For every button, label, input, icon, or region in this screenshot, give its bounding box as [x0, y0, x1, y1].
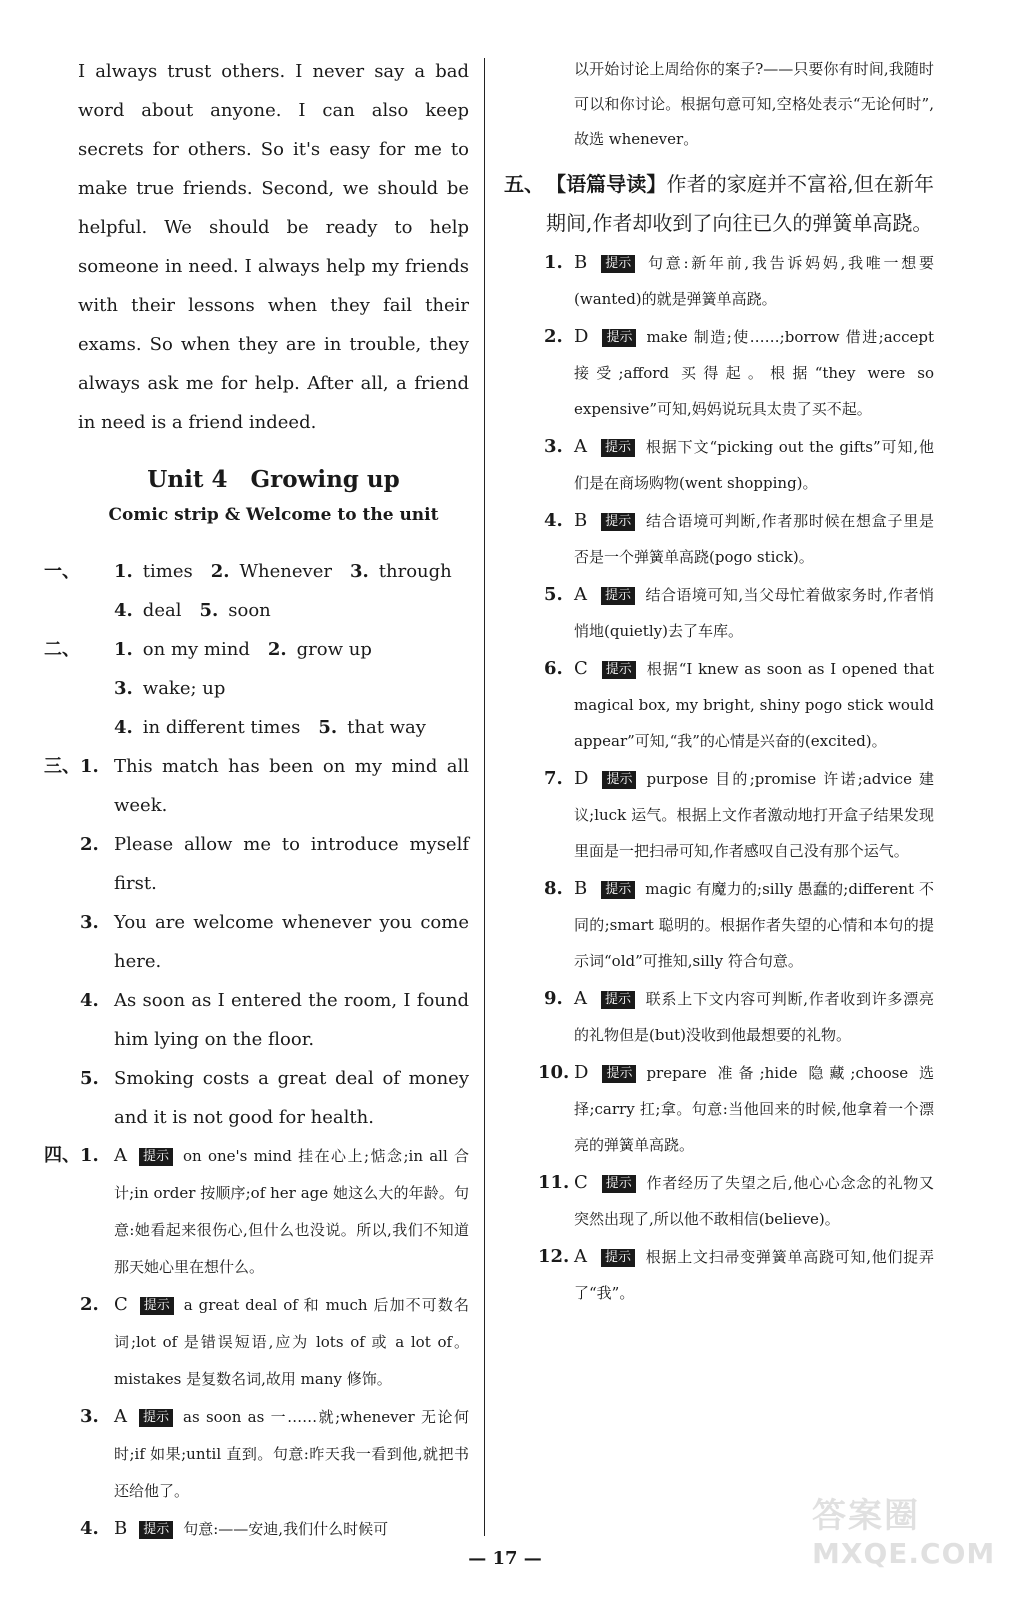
choice-item	[504, 503, 934, 575]
item-number: 8.	[544, 878, 563, 899]
item-number: 4.	[114, 717, 133, 738]
item-number: 12.	[538, 1246, 570, 1267]
hint-badge: 提示	[602, 1065, 636, 1083]
sentence-text: Please allow me to introduce myself first.	[114, 834, 469, 894]
explanation-text: on one's mind 挂在心上;惦念;in all 合计;in order 按顺序;of her age 她这么大的年龄。句意:她看起来很伤心,但什么也没说。所以,我们不知道那天她心里在想什么。	[114, 1147, 469, 1276]
explanation-text: 根据“I knew as soon as I opened that magical box, my bright, shiny pogo stick would appear”可知,“我”的心情是兴奋的(excited)。	[574, 660, 934, 750]
hint-badge: 提示	[139, 1409, 173, 1427]
hint-badge: 提示	[139, 1148, 173, 1166]
section-3	[44, 747, 469, 1137]
unit-subtitle: Comic strip & Welcome to the unit	[108, 505, 439, 525]
item-number: 4.	[80, 990, 99, 1011]
explanation-text: 根据下文“picking out the gifts”可知,他们是在商场购物(went shopping)。	[574, 438, 934, 492]
item-number: 5.	[318, 717, 338, 738]
answer-text: deal	[142, 600, 182, 621]
explanation-text: magic 有魔力的;silly 愚蠢的;different 不同的;smart 聪明的。根据作者失望的心情和本句的提示词“old”可推知,silly 符合句意。	[574, 880, 934, 970]
explanation-text: prepare 准备;hide 隐藏;choose 选择;carry 扛;拿。句意:当他回来的时候,他拿着一个漂亮的弹簧单高跷。	[574, 1064, 934, 1154]
column-divider	[484, 58, 485, 1536]
item-number: 2.	[210, 561, 230, 582]
answer-text: through	[378, 561, 452, 582]
choice-item	[44, 1510, 469, 1548]
right-column	[504, 52, 934, 1311]
choice-item	[504, 651, 934, 759]
answer-text: soon	[228, 600, 271, 621]
explanation-text: 作者经历了失望之后,他心心念念的礼物又突然出现了,所以他不敢相信(believe)。	[574, 1174, 934, 1228]
hint-badge: 提示	[601, 255, 635, 273]
hint-badge: 提示	[601, 439, 635, 457]
answer-text: in different times	[142, 717, 301, 738]
site-watermark	[812, 1488, 996, 1588]
hint-badge: 提示	[601, 587, 635, 605]
explanation-text: 句意:——安迪,我们什么时候可	[183, 1520, 389, 1538]
reading-guide-text: 作者的家庭并不富裕,但在新年期间,作者却收到了向往已久的弹簧单高跷。	[546, 172, 935, 235]
hint-badge: 提示	[602, 771, 636, 789]
item-number: 1.	[80, 756, 99, 777]
explanation-text: 结合语境可判断,作者那时候在想盒子里是否是一个弹簧单高跷(pogo stick)。	[574, 512, 934, 566]
unit-title: Unit 4 Growing up	[147, 466, 400, 493]
explanation-text: make 制造;使……;borrow 借进;accept 接受;afford 买得起。根据“they were so expensive”可知,妈妈说玩具太贵了买不起。	[574, 328, 934, 418]
item-number: 11.	[538, 1172, 570, 1193]
item-number: 5.	[80, 1068, 99, 1089]
sentence-text: You are welcome whenever you come here.	[114, 912, 469, 972]
sentence-text: This match has been on my mind all week.	[114, 756, 469, 816]
section-label: 二、	[44, 639, 80, 660]
sentence-text: As soon as I entered the room, I found him lying on the floor.	[114, 990, 469, 1050]
item-number: 3.	[349, 561, 369, 582]
item-number: 2.	[544, 326, 563, 347]
answer-letter: A	[574, 1246, 587, 1267]
section-5-answers	[504, 245, 934, 1311]
item-number: 2.	[267, 639, 287, 660]
sentence-item	[44, 825, 469, 903]
answer-row	[44, 591, 469, 630]
item-number: 4.	[80, 1518, 99, 1539]
hint-badge: 提示	[602, 661, 636, 679]
answer-text: wake; up	[142, 678, 226, 699]
hint-badge: 提示	[602, 1175, 636, 1193]
sentence-item	[44, 747, 469, 825]
choice-item	[504, 1239, 934, 1311]
left-column	[44, 52, 469, 1548]
answer-letter: B	[114, 1518, 128, 1539]
choice-item	[504, 1055, 934, 1163]
passage-paragraph: I always trust others. I never say a bad word about anyone. I can also keep secrets for others. So it's easy for me to make true friends. Second, we should be helpful. We should be ready to help someone in need. I always help my friends with their lessons when they fail their exams. So when they are in trouble, they always ask me for help. After all, a friend in need is a friend indeed.	[78, 61, 469, 433]
choice-item	[504, 319, 934, 427]
hint-badge: 提示	[601, 881, 635, 899]
item-number: 3.	[114, 678, 133, 699]
hint-badge: 提示	[602, 329, 636, 347]
answer-text: that way	[347, 717, 426, 738]
section-2	[44, 630, 469, 747]
choice-item	[504, 1165, 934, 1237]
item-number: 1.	[114, 639, 133, 660]
sentence-item	[44, 1059, 469, 1137]
answer-letter: D	[574, 326, 589, 347]
choice-item	[504, 245, 934, 317]
watermark-url: MXQE.COM	[812, 1537, 996, 1570]
answer-letter: A	[114, 1406, 127, 1427]
explanation-text: 联系上下文内容可判断,作者收到许多漂亮的礼物但是(but)没收到他最想要的礼物。	[574, 990, 934, 1044]
item-number: 1.	[114, 561, 133, 582]
item-number: 4.	[114, 600, 133, 621]
answer-letter: C	[574, 658, 588, 679]
answer-letter: D	[574, 1062, 589, 1083]
item-number: 6.	[544, 658, 563, 679]
explanation-text: 结合语境可知,当父母忙着做家务时,作者悄悄地(quietly)去了车库。	[574, 586, 934, 640]
hint-badge: 提示	[601, 991, 635, 1009]
item-number: 3.	[544, 436, 563, 457]
section-5-intro	[504, 165, 934, 243]
answer-letter: A	[114, 1145, 127, 1166]
page-number: — 17 —	[468, 1548, 542, 1569]
choice-item	[44, 1286, 469, 1398]
item-number: 4.	[544, 510, 563, 531]
item-number: 1.	[544, 252, 563, 273]
item-number: 5.	[544, 584, 563, 605]
item-number: 3.	[80, 1406, 99, 1427]
answer-letter: B	[574, 510, 588, 531]
choice-item	[504, 761, 934, 869]
sentence-item	[44, 981, 469, 1059]
choice-item	[44, 1137, 469, 1286]
choice-item	[44, 1398, 469, 1510]
item-number: 3.	[80, 912, 99, 933]
answer-letter: B	[574, 252, 588, 273]
answer-text: Whenever	[239, 561, 332, 582]
answer-text: on my mind	[142, 639, 250, 660]
reading-guide-tag: 【语篇导读】	[546, 172, 667, 196]
choice-item	[504, 871, 934, 979]
hint-badge: 提示	[140, 1297, 174, 1315]
section-4	[44, 1137, 469, 1548]
answer-letter: A	[574, 584, 587, 605]
answer-letter: A	[574, 988, 587, 1009]
item-number: 9.	[544, 988, 563, 1009]
explanation-text: 根据上文扫帚变弹簧单高跷可知,他们捉弄了“我”。	[574, 1248, 934, 1302]
choice-item	[504, 577, 934, 649]
section-label: 三、	[44, 756, 80, 777]
section-label: 一、	[44, 561, 80, 582]
hint-badge: 提示	[601, 1249, 635, 1267]
answer-letter: C	[114, 1294, 128, 1315]
continued-explanation: 以开始讨论上周给你的案子?——只要你有时间,我随时可以和你讨论。根据句意可知,空格处表示“无论何时”,故选 whenever。	[574, 60, 934, 148]
answer-row	[44, 708, 469, 747]
item-number: 2.	[80, 1294, 99, 1315]
item-number: 10.	[538, 1062, 570, 1083]
answer-row	[44, 552, 469, 591]
answer-letter: C	[574, 1172, 588, 1193]
explanation-text: as soon as 一……就;whenever 无论何时;if 如果;until 直到。句意:昨天我一看到他,就把书还给他了。	[114, 1408, 469, 1500]
section-1	[44, 552, 469, 630]
section-label: 五、	[504, 172, 544, 196]
choice-item	[504, 429, 934, 501]
sentence-item	[44, 903, 469, 981]
item-number: 2.	[80, 834, 99, 855]
item-number: 1.	[80, 1145, 99, 1166]
explanation-text: purpose 目的;promise 许诺;advice 建议;luck 运气。根据上文作者激动地打开盒子结果发现里面是一把扫帚可知,作者感叹自己没有那个运气。	[574, 770, 934, 860]
answer-text: times	[142, 561, 193, 582]
hint-badge: 提示	[601, 513, 635, 531]
sentence-text: Smoking costs a great deal of money and it is not good for health.	[114, 1068, 469, 1128]
choice-item	[504, 981, 934, 1053]
answer-letter: A	[574, 436, 587, 457]
watermark-logo-text: 答案圈	[812, 1496, 920, 1536]
hint-badge: 提示	[139, 1521, 173, 1539]
answer-text: grow up	[296, 639, 372, 660]
explanation-text: 句意:新年前,我告诉妈妈,我唯一想要(wanted)的就是弹簧单高跷。	[574, 254, 934, 308]
answer-letter: D	[574, 768, 589, 789]
answer-row	[44, 630, 469, 708]
item-number: 7.	[544, 768, 563, 789]
answer-letter: B	[574, 878, 588, 899]
item-number: 5.	[199, 600, 219, 621]
explanation-text: a great deal of 和 much 后加不可数名词;lot of 是错误短语,应为 lots of 或 a lot of。mistakes 是复数名词,故用 many 修饰。	[114, 1296, 469, 1388]
section-label: 四、	[44, 1145, 80, 1166]
